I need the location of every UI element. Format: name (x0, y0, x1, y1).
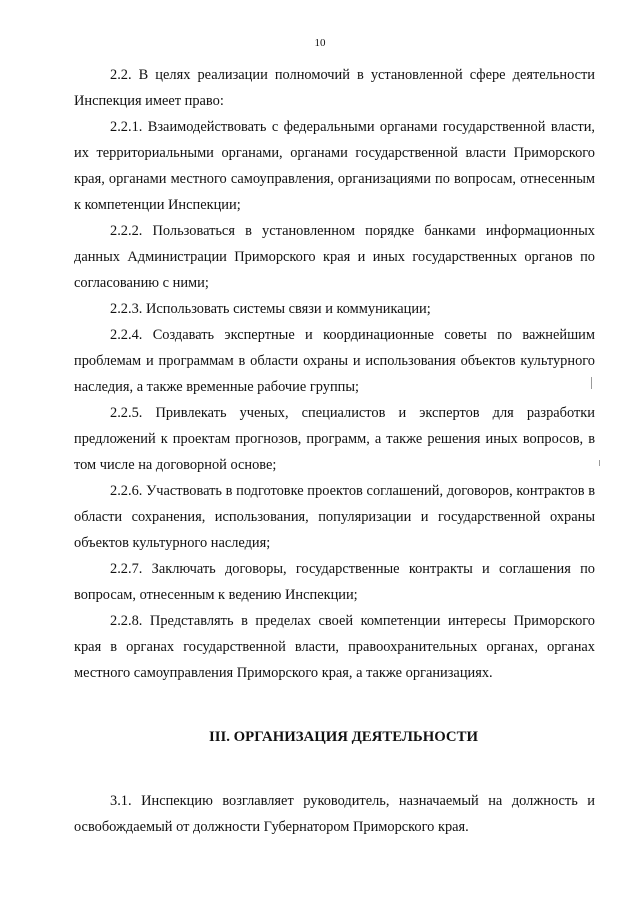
scan-speck (591, 377, 592, 389)
scan-speck (599, 460, 600, 466)
paragraph-2-2-4: 2.2.4. Создавать экспертные и координационные советы по важнейшим проблемам и программам в области охраны и использования объектов культурного наследия, а также временные рабочие группы; (74, 327, 595, 395)
paragraph-2-2-5: 2.2.5. Привлекать ученых, специалистов и экспертов для разработки предложений к проектам прогнозов, программ, а также решения иных вопросов, в том числе на договорной основе; (74, 405, 595, 473)
section-3-heading: III. ОРГАНИЗАЦИЯ ДЕЯТЕЛЬНОСТИ (209, 729, 478, 745)
document-body (74, 62, 595, 840)
paragraph-2-2-3: 2.2.3. Использовать системы связи и коммуникации; (110, 301, 431, 317)
paragraph-2-2-8: 2.2.8. Представлять в пределах своей компетенции интересы Приморского края в органах государственной власти, правоохранительных органах, органах местного самоуправления Приморского края, а также организациях. (74, 613, 595, 681)
paragraph-3-1: 3.1. Инспекцию возглавляет руководитель, назначаемый на должность и освобождаемый от должности Губернатором Приморского края. (74, 793, 595, 835)
paragraph-2-2-7: 2.2.7. Заключать договоры, государственные контракты и соглашения по вопросам, отнесенным к ведению Инспекции; (74, 561, 595, 603)
paragraph-2-2-2: 2.2.2. Пользоваться в установленном порядке банками информационных данных Администрации Приморского края и иных государственных органов по согласованию с ними; (74, 223, 595, 291)
paragraph-2-2-6: 2.2.6. Участвовать в подготовке проектов соглашений, договоров, контрактов в области сохранения, использования, популяризации и государственной охраны объектов культурного наследия; (74, 483, 595, 551)
paragraph-2-2: 2.2. В целях реализации полномочий в установленной сфере деятельности Инспекция имеет право: (74, 67, 595, 109)
page-number: 10 (314, 37, 326, 49)
paragraph-2-2-1: 2.2.1. Взаимодействовать с федеральными органами государственной власти, их территориальными органами, органами государственной власти Приморского края, органами местного самоуправления, организациями по вопросам, отнесенным к компетенции Инспекции; (74, 119, 595, 213)
